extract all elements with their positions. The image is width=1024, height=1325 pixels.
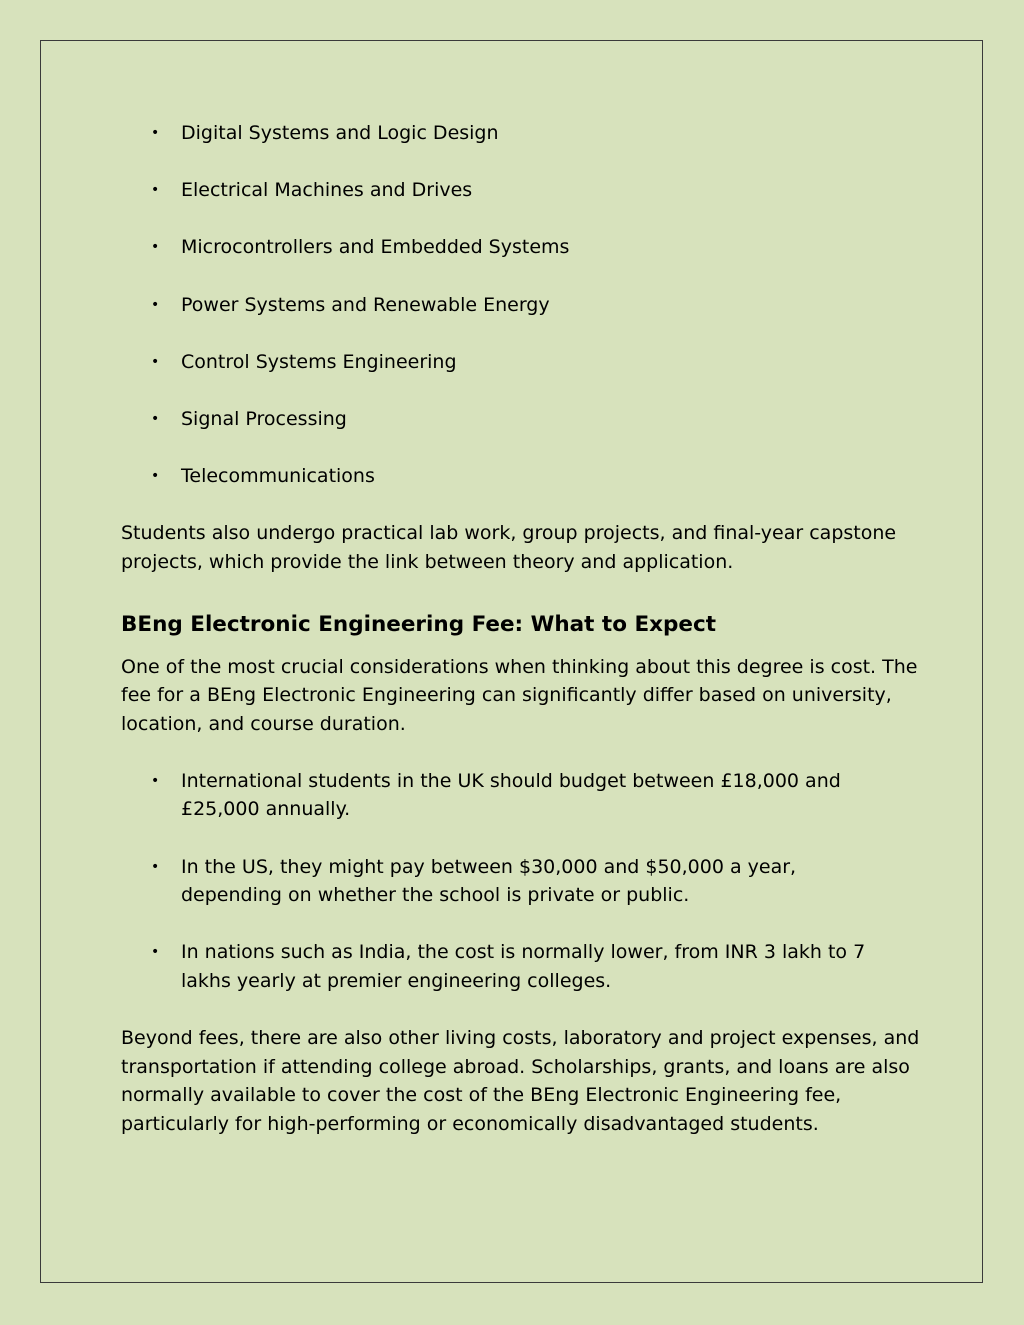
course-list [121, 119, 921, 491]
bullet-icon: • [151, 182, 160, 199]
list-item [121, 767, 921, 824]
course-label: Telecommunications [181, 465, 375, 488]
list-item [121, 348, 921, 377]
list-item [121, 462, 921, 491]
bullet-icon: • [151, 944, 160, 961]
list-item [121, 853, 921, 910]
document-body [121, 119, 921, 1139]
fee-intro-paragraph: One of the most crucial considerations when thinking about this degree is cost. The fee for a BEng Electronic Engineering can significantly differ based on university, location, and course duration. [121, 655, 918, 735]
bullet-icon: • [151, 125, 160, 141]
course-label: Digital Systems and Logic Design [181, 122, 499, 144]
fee-item-text: International students in the UK should budget between £18,000 and £25,000 annually. [181, 769, 841, 821]
section-heading: BEng Electronic Engineering Fee: What to Expect [121, 611, 717, 637]
fee-item-text: In the US, they might pay between $30,000 and $50,000 a year, depending on whether the school is private or public. [181, 855, 797, 907]
lab-work-paragraph: Students also undergo practical lab work, group projects, and final-year capstone projects, which provide the link between theory and application. [121, 522, 897, 573]
course-label: Electrical Machines and Drives [181, 179, 473, 202]
list-item [121, 405, 921, 434]
bullet-icon: • [151, 296, 160, 313]
bullet-icon: • [151, 858, 160, 875]
course-label: Signal Processing [181, 407, 347, 430]
bullet-icon: • [151, 353, 160, 370]
list-item [121, 291, 921, 320]
course-label: Control Systems Engineering [181, 350, 457, 373]
bullet-icon: • [151, 772, 160, 789]
closing-paragraph: Beyond fees, there are also other living costs, laboratory and project expenses, and transportation if attending college abroad. Scholarships, grants, and loans are also normally available to cover the cost of the BEng Electronic Engineering fee, particularly for high-performing or economically disadvantaged students. [121, 1027, 920, 1135]
list-item [121, 938, 921, 995]
course-label: Power Systems and Renewable Energy [181, 293, 550, 316]
bullet-icon: • [151, 468, 160, 485]
list-item [121, 119, 921, 148]
bullet-icon: • [151, 239, 160, 256]
course-label: Microcontrollers and Embedded Systems [181, 236, 570, 259]
list-item [121, 233, 921, 262]
fee-item-text: In nations such as India, the cost is normally lower, from INR 3 lakh to 7 lakhs yearly at premier engineering colleges. [181, 941, 866, 993]
list-item [121, 176, 921, 205]
fee-list [121, 767, 921, 996]
bullet-icon: • [151, 410, 160, 427]
